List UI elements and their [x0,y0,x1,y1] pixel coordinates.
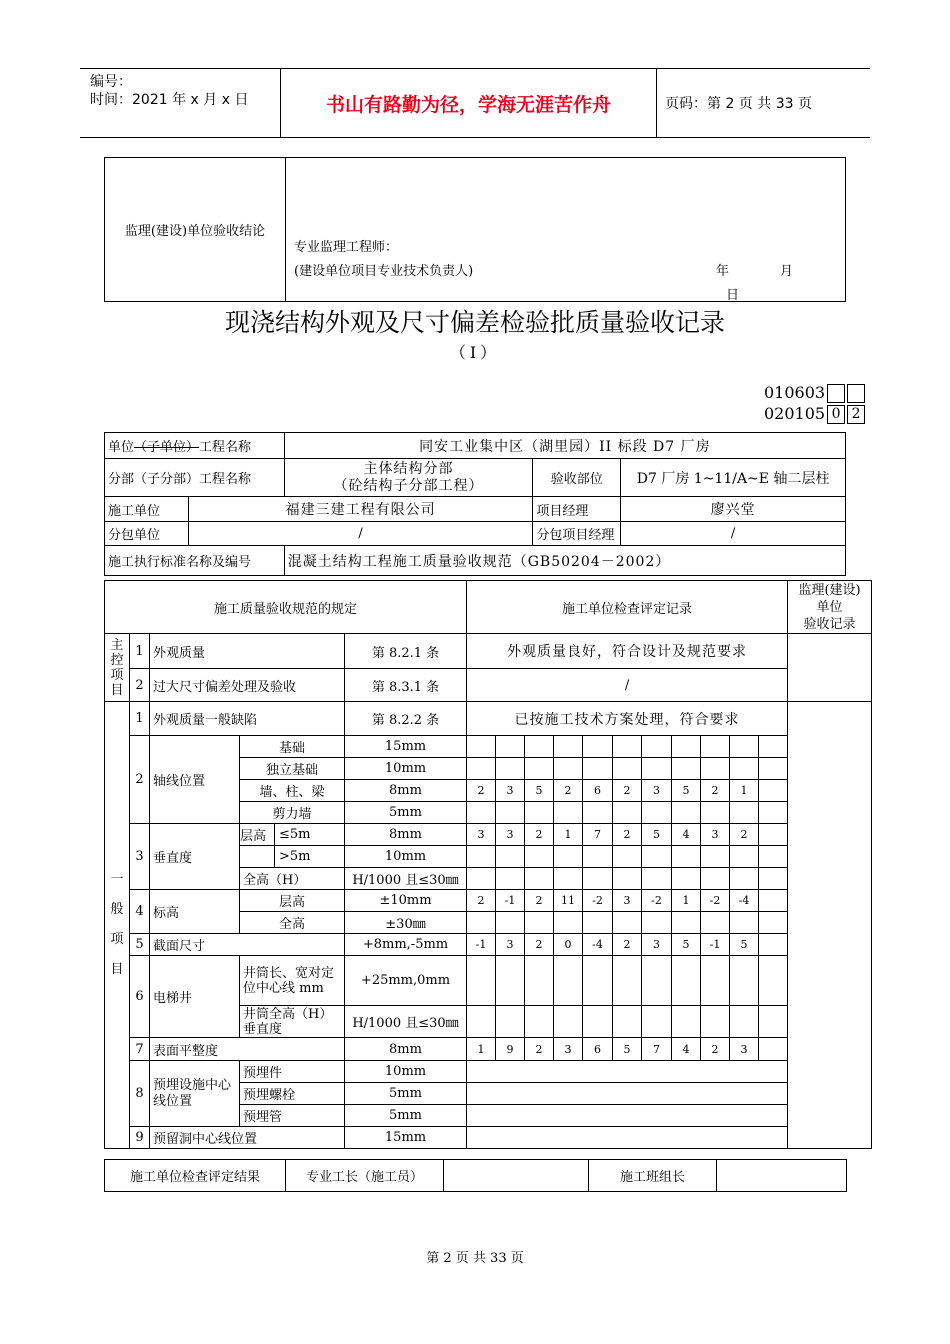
measurement: 11 [554,890,583,912]
group-char: 般 [110,902,124,917]
tolerance: 5mm [345,802,467,824]
measurement [496,758,525,780]
sub-item: 井筒长、宽对定位中心线 mm [240,956,345,1006]
measurement [467,758,496,780]
item-record: 外观质量良好，符合设计及规范要求 [467,634,788,669]
item-no: 1 [130,702,150,736]
measurement: 2 [554,780,583,802]
measurement: 9 [496,1038,525,1061]
measurement [554,956,583,1006]
item-name: 外观质量一般缺陷 [150,702,345,736]
label-part: 工程名称 [199,440,252,455]
measurement: 2 [467,890,496,912]
measurement: 2 [525,1038,554,1061]
measurement [672,736,701,758]
measurement [613,1006,642,1038]
group-char: 主 [110,637,124,653]
measurement-blank [467,1083,788,1105]
measurement [642,1006,672,1038]
division-line: 主体结构分部 [363,460,454,477]
item-name: 垂直度 [150,824,240,890]
page-info: 页码：第 2 页 共 33 页 [665,96,812,112]
measurement [701,912,730,934]
measurement [613,956,642,1006]
subcontractor-label: 分包单位 [105,522,189,546]
info-table [104,432,846,576]
item-no: 2 [130,736,150,824]
sub-item-split [240,846,345,868]
measurement: 1 [554,824,583,846]
date-line: 时间：2021 年 x 月 x 日 [90,92,249,108]
measurement [583,846,613,868]
standard-label: 施工执行标准名称及编号 [105,546,285,576]
sub-pm: / [621,522,846,546]
measurement: 4 [672,1038,701,1061]
tolerance: 5mm [345,1105,467,1127]
measurement: 3 [701,824,730,846]
measurement [672,846,701,868]
measurement: 3 [613,890,642,912]
measurement [496,912,525,934]
measurement [583,912,613,934]
tolerance: H/1000 且≤30㎜ [345,868,467,890]
item-name: 表面平整度 [150,1038,345,1061]
measurement [525,758,554,780]
motto: 书山有路勤为径，学海无涯苦作舟 [280,69,657,137]
supervision-record [788,634,872,702]
measurement: 2 [525,934,554,956]
measurement [583,802,613,824]
measurement [525,736,554,758]
supervision-label: 监理(建设)单位验收结论 [105,158,286,302]
main-control-group [105,634,130,702]
tolerance: +8mm,-5mm [345,934,467,956]
measurement [701,956,730,1006]
measurement [701,868,730,890]
col-sup-line: 验收记录 [803,616,856,632]
measurement: 6 [583,780,613,802]
measurement [672,956,701,1006]
measurement [525,846,554,868]
record-codes [764,382,865,424]
measurement [554,758,583,780]
measurement [583,758,613,780]
page-footer: 第 2 页 共 33 页 [426,1251,524,1266]
measurement: 3 [642,780,672,802]
col-record: 施工单位检查评定记录 [467,581,788,634]
item-no: 6 [130,956,150,1038]
tolerance: 15mm [345,736,467,758]
item-clause: 第 8.2.1 条 [345,634,467,669]
measurement [554,802,583,824]
measurement [467,846,496,868]
measurement [672,1006,701,1038]
measurement [730,1006,759,1038]
measurement: 3 [730,1038,759,1061]
measurement: 5 [672,780,701,802]
foreman-label: 专业工长（施工员） [286,1160,444,1192]
measurement [554,912,583,934]
label-part: 单位 [108,440,135,455]
sub-item: 预埋管 [240,1105,345,1127]
header-left [90,73,248,109]
measurement: -4 [583,934,613,956]
item-record: / [467,669,788,702]
group-char: 项 [110,932,124,947]
team-leader-sign [717,1160,847,1192]
measurement: 1 [467,1038,496,1061]
measurement [583,956,613,1006]
measurement [730,868,759,890]
measurement [642,758,672,780]
measurement [642,846,672,868]
measurement: -2 [642,890,672,912]
measurement [759,1038,788,1061]
group-char: 一 [110,872,124,887]
measurement: 5 [525,780,554,802]
project-manager: 廖兴堂 [621,497,846,522]
sub-item: 预埋螺栓 [240,1083,345,1105]
measurement [759,802,788,824]
col-supervision [788,581,872,634]
sub-item-split [240,824,345,846]
measurement: 3 [496,934,525,956]
measurement: 7 [642,1038,672,1061]
measurement [525,1006,554,1038]
measurement [730,802,759,824]
measurement: 1 [672,890,701,912]
measurement [759,868,788,890]
sub-item: 预埋件 [240,1061,345,1083]
measurement [554,1006,583,1038]
col-sup-line: 监理(建设) [798,582,861,598]
measurement [467,736,496,758]
measurement: -1 [701,934,730,956]
sub-item: 墙、柱、梁 [240,780,345,802]
measurement [642,736,672,758]
measurement [496,868,525,890]
document-subtitle: （Ⅰ） [449,343,501,362]
measurement: 3 [496,824,525,846]
measurement: 6 [583,1038,613,1061]
measurement [613,736,642,758]
foreman-sign [444,1160,589,1192]
measurement: 0 [554,934,583,956]
measurement [583,1006,613,1038]
measurement: -1 [496,890,525,912]
tolerance: 8mm [345,780,467,802]
tolerance: ±10mm [345,890,467,912]
pm-label: 项目经理 [533,497,621,522]
item-name: 预留洞中心线位置 [150,1127,345,1149]
division-line: （砼结构子分部工程） [333,477,484,494]
measurement [759,934,788,956]
project-name-label [105,433,285,459]
measurement [759,912,788,934]
measurement: 3 [642,934,672,956]
measurement: -1 [467,934,496,956]
item-no: 9 [130,1127,150,1149]
division-name [284,459,533,497]
measurement [613,868,642,890]
item-name: 轴线位置 [150,736,240,824]
item-no: 3 [130,824,150,890]
tolerance: +25mm,0mm [345,956,467,1006]
measurement [701,846,730,868]
acceptance-part-label: 验收部位 [533,459,621,497]
measurement [467,868,496,890]
measurement [730,846,759,868]
general-group [105,702,130,1149]
measurement [613,846,642,868]
measurement: 5 [730,934,759,956]
measurement-blank [467,1061,788,1083]
year-label: 年 [716,264,730,279]
result-label: 施工单位检查评定结果 [105,1160,286,1192]
group-char: 目 [110,682,124,698]
subcontractor: / [188,522,532,546]
standard-name: 混凝土结构工程施工质量验收规范（GB50204－2002） [284,546,845,576]
number-label: 编号： [90,74,132,90]
measurement [701,1006,730,1038]
day-label: 日 [726,288,740,303]
measurement: 2 [467,780,496,802]
sub-item: 井筒全高（H）垂直度 [240,1006,345,1038]
measurement [642,802,672,824]
tolerance: 10mm [345,758,467,780]
measurement [467,956,496,1006]
measurement: 2 [701,1038,730,1061]
measurement [496,1006,525,1038]
supervision-record [788,702,872,1149]
measurement [730,956,759,1006]
code-box [847,384,865,403]
code-box: 0 [827,405,845,424]
measurement: 3 [496,780,525,802]
measurement [759,1006,788,1038]
measurement [496,956,525,1006]
measurement [496,846,525,868]
measurement [642,912,672,934]
item-no: 2 [130,669,150,702]
code-box [827,384,845,403]
sub-item: >5m [274,846,311,867]
measurement [759,758,788,780]
measurement: 5 [672,934,701,956]
contractor: 福建三建工程有限公司 [188,497,532,522]
month-label: 月 [780,264,794,279]
measurement [730,912,759,934]
measurement: 4 [672,824,701,846]
measurement [759,956,788,1006]
code-box: 2 [847,405,865,424]
measurement [642,956,672,1006]
measurement: 1 [730,780,759,802]
measurement: 2 [525,824,554,846]
measurement [730,758,759,780]
item-name: 电梯井 [150,956,240,1038]
measurement [701,802,730,824]
measurement [730,736,759,758]
tolerance: 15mm [345,1127,467,1149]
tolerance: H/1000 且≤30㎜ [345,1006,467,1038]
measurement: 5 [642,824,672,846]
measurement [672,868,701,890]
measurement: 2 [525,890,554,912]
sub-item: ≤5m [274,824,311,845]
measurement: 7 [583,824,613,846]
measurement [554,736,583,758]
tolerance: 10mm [345,1061,467,1083]
tolerance: 8mm [345,824,467,846]
measurement: 3 [467,824,496,846]
measurement [672,802,701,824]
measurement-blank [467,1127,788,1149]
measurement [467,802,496,824]
sub-item: 独立基础 [240,758,345,780]
acceptance-part: D7 厂房 1~11/A~E 轴二层柱 [621,459,846,497]
supervision-owner: (建设单位项目专业技术负责人) [294,264,474,279]
item-no: 5 [130,934,150,956]
measurement: -2 [701,890,730,912]
contractor-label: 施工单位 [105,497,189,522]
measurement: 2 [730,824,759,846]
group-char: 控 [110,652,124,668]
item-name: 预埋设施中心线位置 [150,1061,240,1127]
tolerance: ±30㎜ [345,912,467,934]
item-no: 8 [130,1061,150,1127]
code-1: 010603 [764,383,826,402]
measurement [759,846,788,868]
project-name: 同安工业集中区（湖里园）II 标段 D7 厂房 [284,433,845,459]
col-sup-line: 单位 [816,599,843,615]
group-char: 项 [110,667,124,683]
sub-item: 基础 [240,736,345,758]
measurement [525,912,554,934]
measurement [496,802,525,824]
measurement [759,890,788,912]
group-char: 目 [110,962,124,977]
measurement-blank [467,1105,788,1127]
measurement: -4 [730,890,759,912]
item-record: 已按施工技术方案处理，符合要求 [467,702,788,736]
item-name: 外观质量 [150,634,345,669]
supervision-engineer: 专业监理工程师： [294,240,399,255]
measurement: 3 [554,1038,583,1061]
sub-item: 全高 [240,912,345,934]
tolerance: 10mm [345,846,467,868]
measurement [672,912,701,934]
layer-label: 层高 [240,829,267,844]
item-name: 截面尺寸 [150,934,345,956]
measurement [701,736,730,758]
sub-item: 层高 [240,890,345,912]
measurement [613,912,642,934]
measurement [525,956,554,1006]
measurement: 5 [613,1038,642,1061]
supervision-sign-area [286,158,846,302]
inspection-table [104,580,872,1149]
measurement: 2 [613,934,642,956]
measurement: 2 [613,780,642,802]
item-clause: 第 8.3.1 条 [345,669,467,702]
measurement [467,1006,496,1038]
tolerance: 5mm [345,1083,467,1105]
item-name: 过大尺寸偏差处理及验收 [150,669,345,702]
item-clause: 第 8.2.2 条 [345,702,467,736]
measurement [554,868,583,890]
document-title: 现浇结构外观及尺寸偏差检验批质量验收记录 [224,308,725,337]
measurement: -2 [583,890,613,912]
measurement [554,846,583,868]
division-label: 分部（子分部）工程名称 [105,459,285,497]
measurement [496,736,525,758]
measurement [525,802,554,824]
measurement [759,780,788,802]
measurement [672,758,701,780]
label-strike: （子单位） [134,440,200,455]
item-no: 7 [130,1038,150,1061]
measurement [642,868,672,890]
measurement [701,758,730,780]
measurement [467,912,496,934]
item-no: 1 [130,634,150,669]
measurement [759,824,788,846]
supervision-table [104,157,846,302]
measurement: 2 [701,780,730,802]
tolerance: 8mm [345,1038,467,1061]
code-2: 020105 [764,404,826,423]
measurement [583,868,613,890]
item-name: 标高 [150,890,240,934]
measurement [583,736,613,758]
measurement [759,736,788,758]
sub-pm-label: 分包项目经理 [533,522,621,546]
measurement [525,868,554,890]
item-no: 4 [130,890,150,934]
col-spec: 施工质量验收规范的规定 [105,581,467,634]
measurement [613,802,642,824]
page-header [80,68,870,138]
result-table [104,1159,847,1192]
sub-item: 全高（H） [240,868,345,890]
sub-item: 剪力墙 [240,802,345,824]
measurement [613,758,642,780]
team-leader-label: 施工班组长 [589,1160,717,1192]
measurement: 2 [613,824,642,846]
